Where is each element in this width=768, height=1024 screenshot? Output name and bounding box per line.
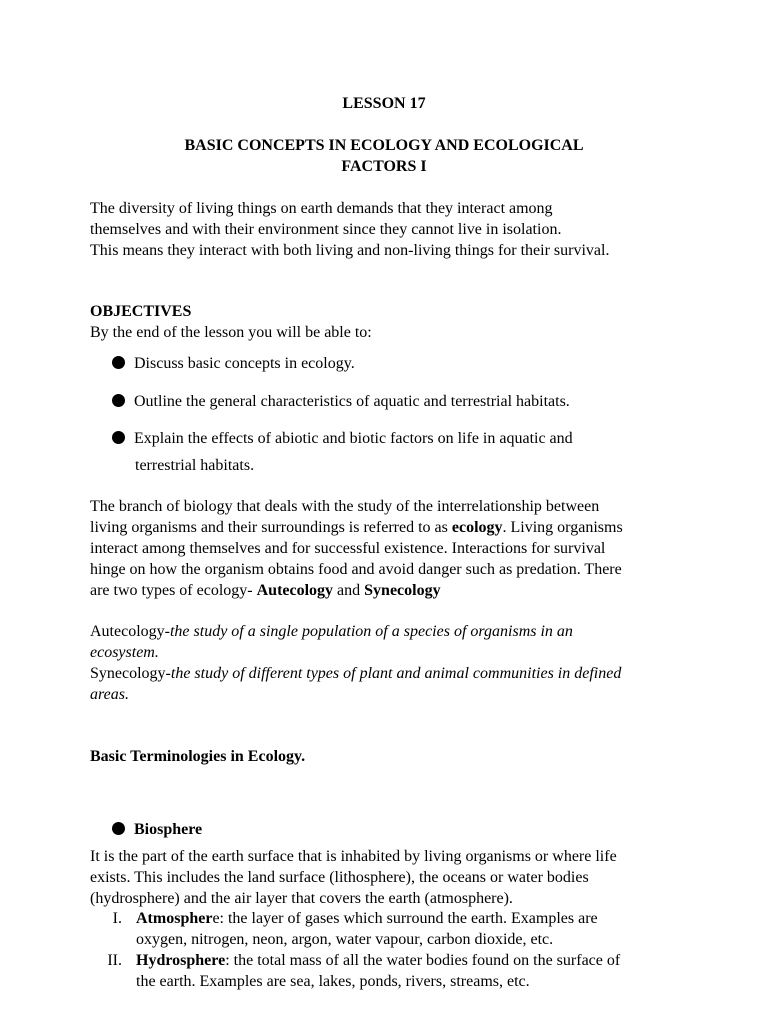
list-number: II. xyxy=(107,952,122,969)
bullet-icon xyxy=(112,431,125,444)
objective-item xyxy=(112,391,672,412)
synecology-definition-cont xyxy=(90,684,690,705)
ecology-term: ecology xyxy=(451,519,503,536)
definition-text: areas. xyxy=(90,686,129,703)
biosphere-bullet xyxy=(112,819,672,840)
objective-text-continued: terrestrial habitats. xyxy=(135,457,255,474)
roman-list-item xyxy=(90,950,690,992)
list-item-line: oxygen, nitrogen, neon, argon, water vapour, carbon dioxide, etc. xyxy=(136,931,554,948)
intro-line-1: The diversity of living things on earth demands that they interact among xyxy=(90,200,553,217)
lesson-number: LESSON 17 xyxy=(342,95,426,112)
biosphere-line-1: It is the part of the earth surface that is inhabited by living organisms or where life xyxy=(90,848,617,865)
ecology-paragraph xyxy=(90,496,690,601)
definition-text: ecosystem. xyxy=(90,644,159,661)
title-line-2: FACTORS I xyxy=(341,158,427,175)
intro-line-3: This means they interact with both living and non-living things for their survival. xyxy=(90,242,610,259)
roman-list-item xyxy=(90,908,690,950)
term-bold: Atmospher xyxy=(136,910,213,927)
biosphere-heading: Biosphere xyxy=(134,821,203,838)
bullet-icon xyxy=(112,394,125,407)
bullet-icon xyxy=(112,822,125,835)
list-item-line xyxy=(136,908,696,929)
term-text: : the total mass of all the water bodies found on the surface of xyxy=(225,952,621,969)
bullet-icon xyxy=(112,356,125,369)
list-item-line: the earth. Examples are sea, lakes, ponds, rivers, streams, etc. xyxy=(136,973,530,990)
synecology-definition xyxy=(90,663,690,684)
objective-text: Outline the general characteristics of aquatic and terrestrial habitats. xyxy=(134,393,570,410)
ecology-line-3: interact among themselves and for successful existence. Interactions for survival xyxy=(90,540,606,557)
objectives-heading: OBJECTIVES xyxy=(90,303,192,320)
autecology-definition-cont xyxy=(90,642,690,663)
ecology-text: are two types of ecology- xyxy=(90,582,257,599)
title-line-1: BASIC CONCEPTS IN ECOLOGY AND ECOLOGICAL xyxy=(184,137,584,154)
intro-line-2: themselves and with their environment since they cannot live in isolation. xyxy=(90,221,562,238)
list-item-line xyxy=(136,950,696,971)
definitions xyxy=(90,621,690,705)
objective-text: Discuss basic concepts in ecology. xyxy=(134,355,355,372)
objective-item xyxy=(112,428,672,449)
term-text: e: the layer of gases which surround the earth. Examples are xyxy=(212,910,598,927)
ecology-text: living organisms and their surroundings is referred to as xyxy=(90,519,452,536)
ecology-line-5 xyxy=(90,580,690,601)
ecology-text: and xyxy=(333,582,365,599)
objectives-lead: By the end of the lesson you will be able to: xyxy=(90,324,372,341)
objective-text: Explain the effects of abiotic and biotic factors on life in aquatic and xyxy=(134,430,573,447)
biosphere-line-2: exists. This includes the land surface (lithosphere), the oceans or water bodies xyxy=(90,869,589,886)
intro-paragraph xyxy=(90,198,690,261)
autecology-term: Autecology xyxy=(256,582,334,599)
definition-term: Autecology- xyxy=(90,623,170,640)
list-item-body xyxy=(136,950,696,992)
objective-item xyxy=(112,353,672,374)
list-item-body xyxy=(136,908,696,950)
ecology-text: . Living organisms xyxy=(502,519,623,536)
terminologies-heading: Basic Terminologies in Ecology. xyxy=(90,748,306,765)
definition-text: the study of a single population of a species of organisms in an xyxy=(169,623,573,640)
ecology-line-1: The branch of biology that deals with the study of the interrelationship between xyxy=(90,498,600,515)
page-title xyxy=(0,135,768,177)
autecology-definition xyxy=(90,621,690,642)
definition-text: the study of different types of plant and animal communities in defined xyxy=(170,665,622,682)
ecology-line-4: hinge on how the organism obtains food and avoid danger such as predation. There xyxy=(90,561,622,578)
term-bold: Hydrosphere xyxy=(136,952,226,969)
ecology-line-2 xyxy=(90,517,690,538)
list-number: I. xyxy=(112,910,122,927)
definition-term: Synecology- xyxy=(90,665,171,682)
synecology-term: Synecology xyxy=(364,582,441,599)
biosphere-line-3: (hydrosphere) and the air layer that covers the earth (atmosphere). xyxy=(90,890,513,907)
biosphere-paragraph xyxy=(90,846,690,909)
